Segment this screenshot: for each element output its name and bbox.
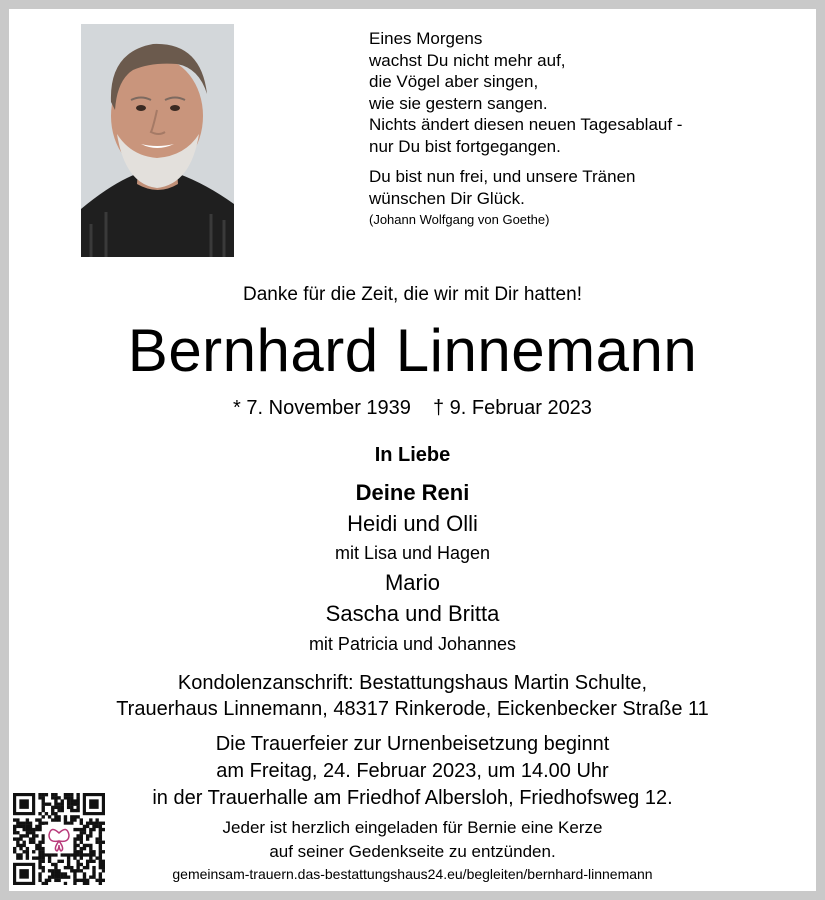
memorial-url[interactable]: gemeinsam-trauern.das-bestattungshaus24.eu/begleiten/bernhard-linnemann bbox=[172, 866, 653, 882]
qr-code-icon[interactable] bbox=[13, 793, 105, 885]
candle-line: auf seiner Gedenkseite zu entzünden. bbox=[269, 842, 556, 861]
condolence-line: Kondolenzanschrift: Bestattungshaus Martin Schulte, bbox=[177, 672, 648, 694]
poem-line: wie sie gestern sangen. bbox=[369, 93, 548, 113]
candle-line: Jeder ist herzlich eingeladen für Bernie eine Kerze bbox=[222, 818, 603, 837]
life-dates bbox=[0, 397, 825, 420]
family-line: Sascha und Britta bbox=[325, 601, 500, 626]
family-line: Mario bbox=[384, 570, 440, 595]
poem-line: wachst Du nicht mehr auf, bbox=[369, 50, 566, 70]
poem-author: (Johann Wolfgang von Goethe) bbox=[369, 212, 550, 227]
poem-line: Eines Morgens bbox=[369, 29, 483, 48]
poem-line: nur Du bist fortgegangen. bbox=[369, 136, 561, 156]
deceased-name: Bernhard Linnemann bbox=[127, 317, 698, 384]
poem-line: Nichts ändert diesen neuen Tagesablauf - bbox=[369, 115, 683, 134]
condolence-line: Trauerhaus Linnemann, 48317 Rinkerode, Eickenbecker Straße 11 bbox=[116, 698, 709, 720]
thanks-line: Danke für die Zeit, die wir mit Dir hatten! bbox=[243, 284, 582, 305]
ceremony-line: am Freitag, 24. Februar 2023, um 14.00 Uhr bbox=[216, 760, 609, 782]
birth-date: * 7. November 1939 bbox=[233, 397, 411, 419]
in-love-heading: In Liebe bbox=[374, 444, 451, 466]
family-line: mit Lisa und Hagen bbox=[334, 543, 491, 563]
death-date: † 9. Februar 2023 bbox=[432, 397, 592, 419]
ceremony-line: Die Trauerfeier zur Urnenbeisetzung beginnt bbox=[215, 733, 610, 755]
poem-line: Du bist nun frei, und unsere Tränen bbox=[369, 167, 636, 186]
poem-line: die Vögel aber singen, bbox=[369, 72, 539, 91]
family-line: mit Patricia und Johannes bbox=[308, 634, 517, 654]
family-line: Heidi und Olli bbox=[347, 511, 478, 536]
poem-line: wünschen Dir Glück. bbox=[369, 188, 525, 208]
poem bbox=[369, 28, 682, 231]
portrait-photo bbox=[81, 24, 234, 257]
ceremony-line: in der Trauerhalle am Friedhof Albersloh, Friedhofsweg 12. bbox=[152, 787, 673, 809]
family-line: Deine Reni bbox=[355, 480, 470, 505]
